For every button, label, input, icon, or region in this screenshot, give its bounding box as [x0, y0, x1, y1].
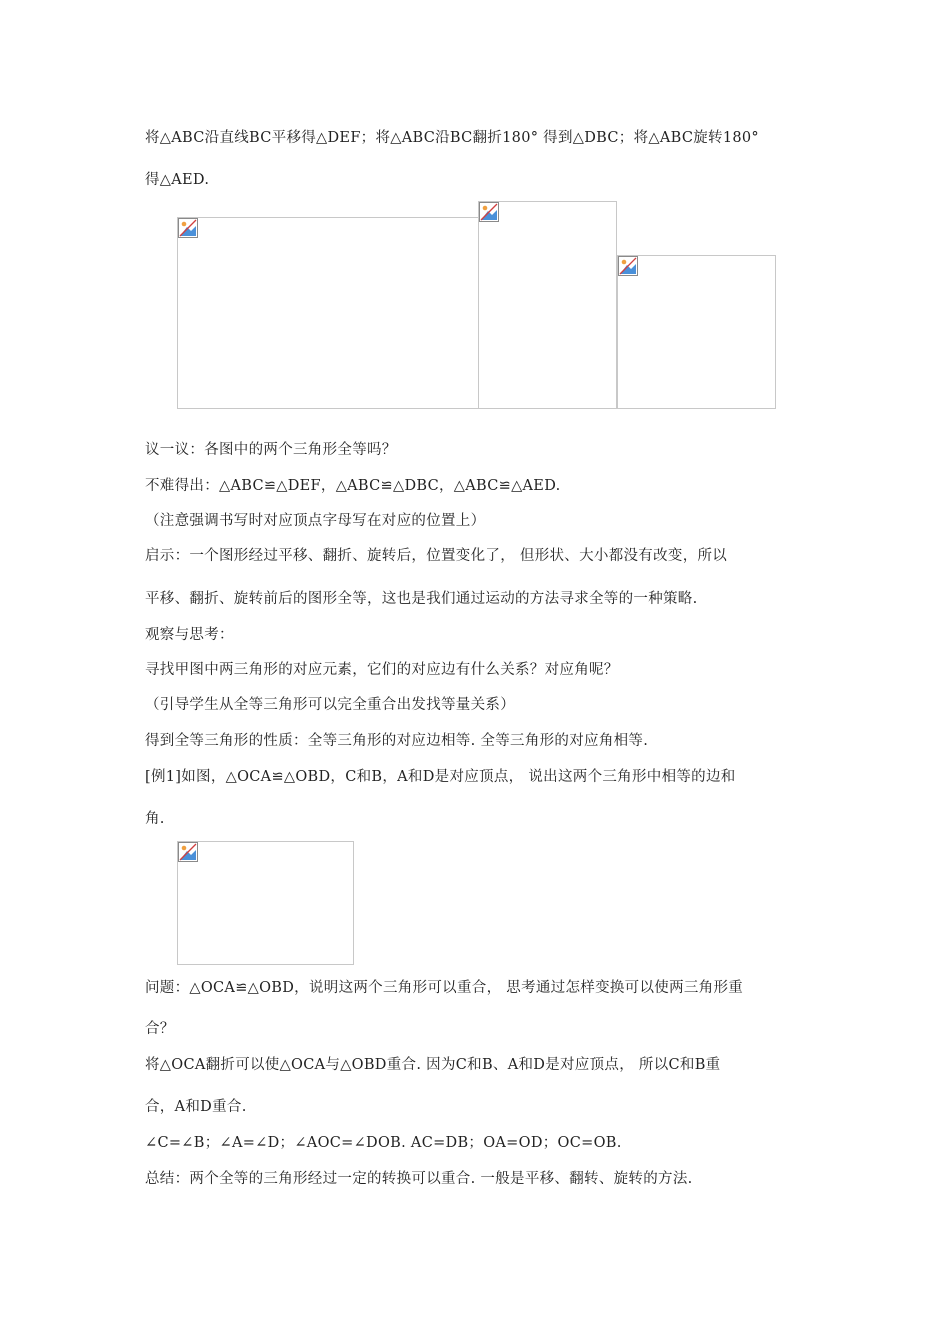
paragraph-solution-line2: 合，A和D重合.: [145, 1099, 247, 1115]
paragraph-summary: 总结：两个全等的三角形经过一定的转换可以重合. 一般是平移、翻转、旋转的方法.: [145, 1171, 693, 1187]
figure-translation-image: [177, 217, 479, 409]
paragraph-observe: 观察与思考：: [145, 627, 234, 643]
paragraph-hint-line2: 平移、翻折、旋转前后的图形全等，这也是我们通过运动的方法寻求全等的一种策略.: [145, 591, 698, 607]
paragraph-solution-line1: 将△OCA翻折可以使△OCA与△OBD重合. 因为C和B、A和D是对应顶点， 所以C和B重: [145, 1057, 721, 1073]
paragraph-example-line2: 角.: [145, 811, 165, 827]
paragraph-example-line1: [例1]如图，△OCA≌△OBD，C和B，A和D是对应顶点， 说出这两个三角形中相等的边和: [145, 769, 736, 785]
paragraph-answer: 不难得出：△ABC≌△DEF，△ABC≌△DBC，△ABC≌△AED.: [145, 478, 561, 494]
broken-image-icon: [178, 218, 198, 238]
paragraph-property: 得到全等三角形的性质：全等三角形的对应边相等. 全等三角形的对应角相等.: [145, 733, 649, 749]
broken-image-icon: [178, 842, 198, 862]
paragraph-note: （注意强调书写时对应顶点字母写在对应的位置上）: [145, 513, 486, 529]
paragraph-equalities: ∠C=∠B；∠A=∠D；∠AOC=∠DOB. AC=DB；OA=OD；OC=OB.: [145, 1135, 622, 1151]
broken-image-icon: [618, 256, 638, 276]
figure-rotation-image: [617, 255, 776, 409]
paragraph-transform-line1: 将△ABC沿直线BC平移得△DEF；将△ABC沿BC翻折180° 得到△DBC；将△ABC旋转180°: [145, 130, 759, 146]
paragraph-question: 寻找甲图中两三角形的对应元素，它们的对应边有什么关系？对应角呢？: [145, 662, 619, 678]
paragraph-discuss: 议一议：各图中的两个三角形全等吗？: [145, 442, 397, 458]
broken-image-icon: [479, 202, 499, 222]
paragraph-hint-line1: 启示：一个图形经过平移、翻折、旋转后，位置变化了， 但形状、大小都没有改变，所以: [145, 548, 728, 564]
paragraph-guide: （引导学生从全等三角形可以完全重合出发找等量关系）: [145, 697, 515, 713]
figure-flip-image: [478, 201, 617, 409]
paragraph-problem-line1: 问题：△OCA≌△OBD，说明这两个三角形可以重合， 思考通过怎样变换可以使两三角形重: [145, 980, 744, 996]
paragraph-transform-line2: 得△AED.: [145, 172, 210, 188]
figure-example-image: [177, 841, 354, 965]
paragraph-problem-line2: 合？: [145, 1021, 175, 1037]
